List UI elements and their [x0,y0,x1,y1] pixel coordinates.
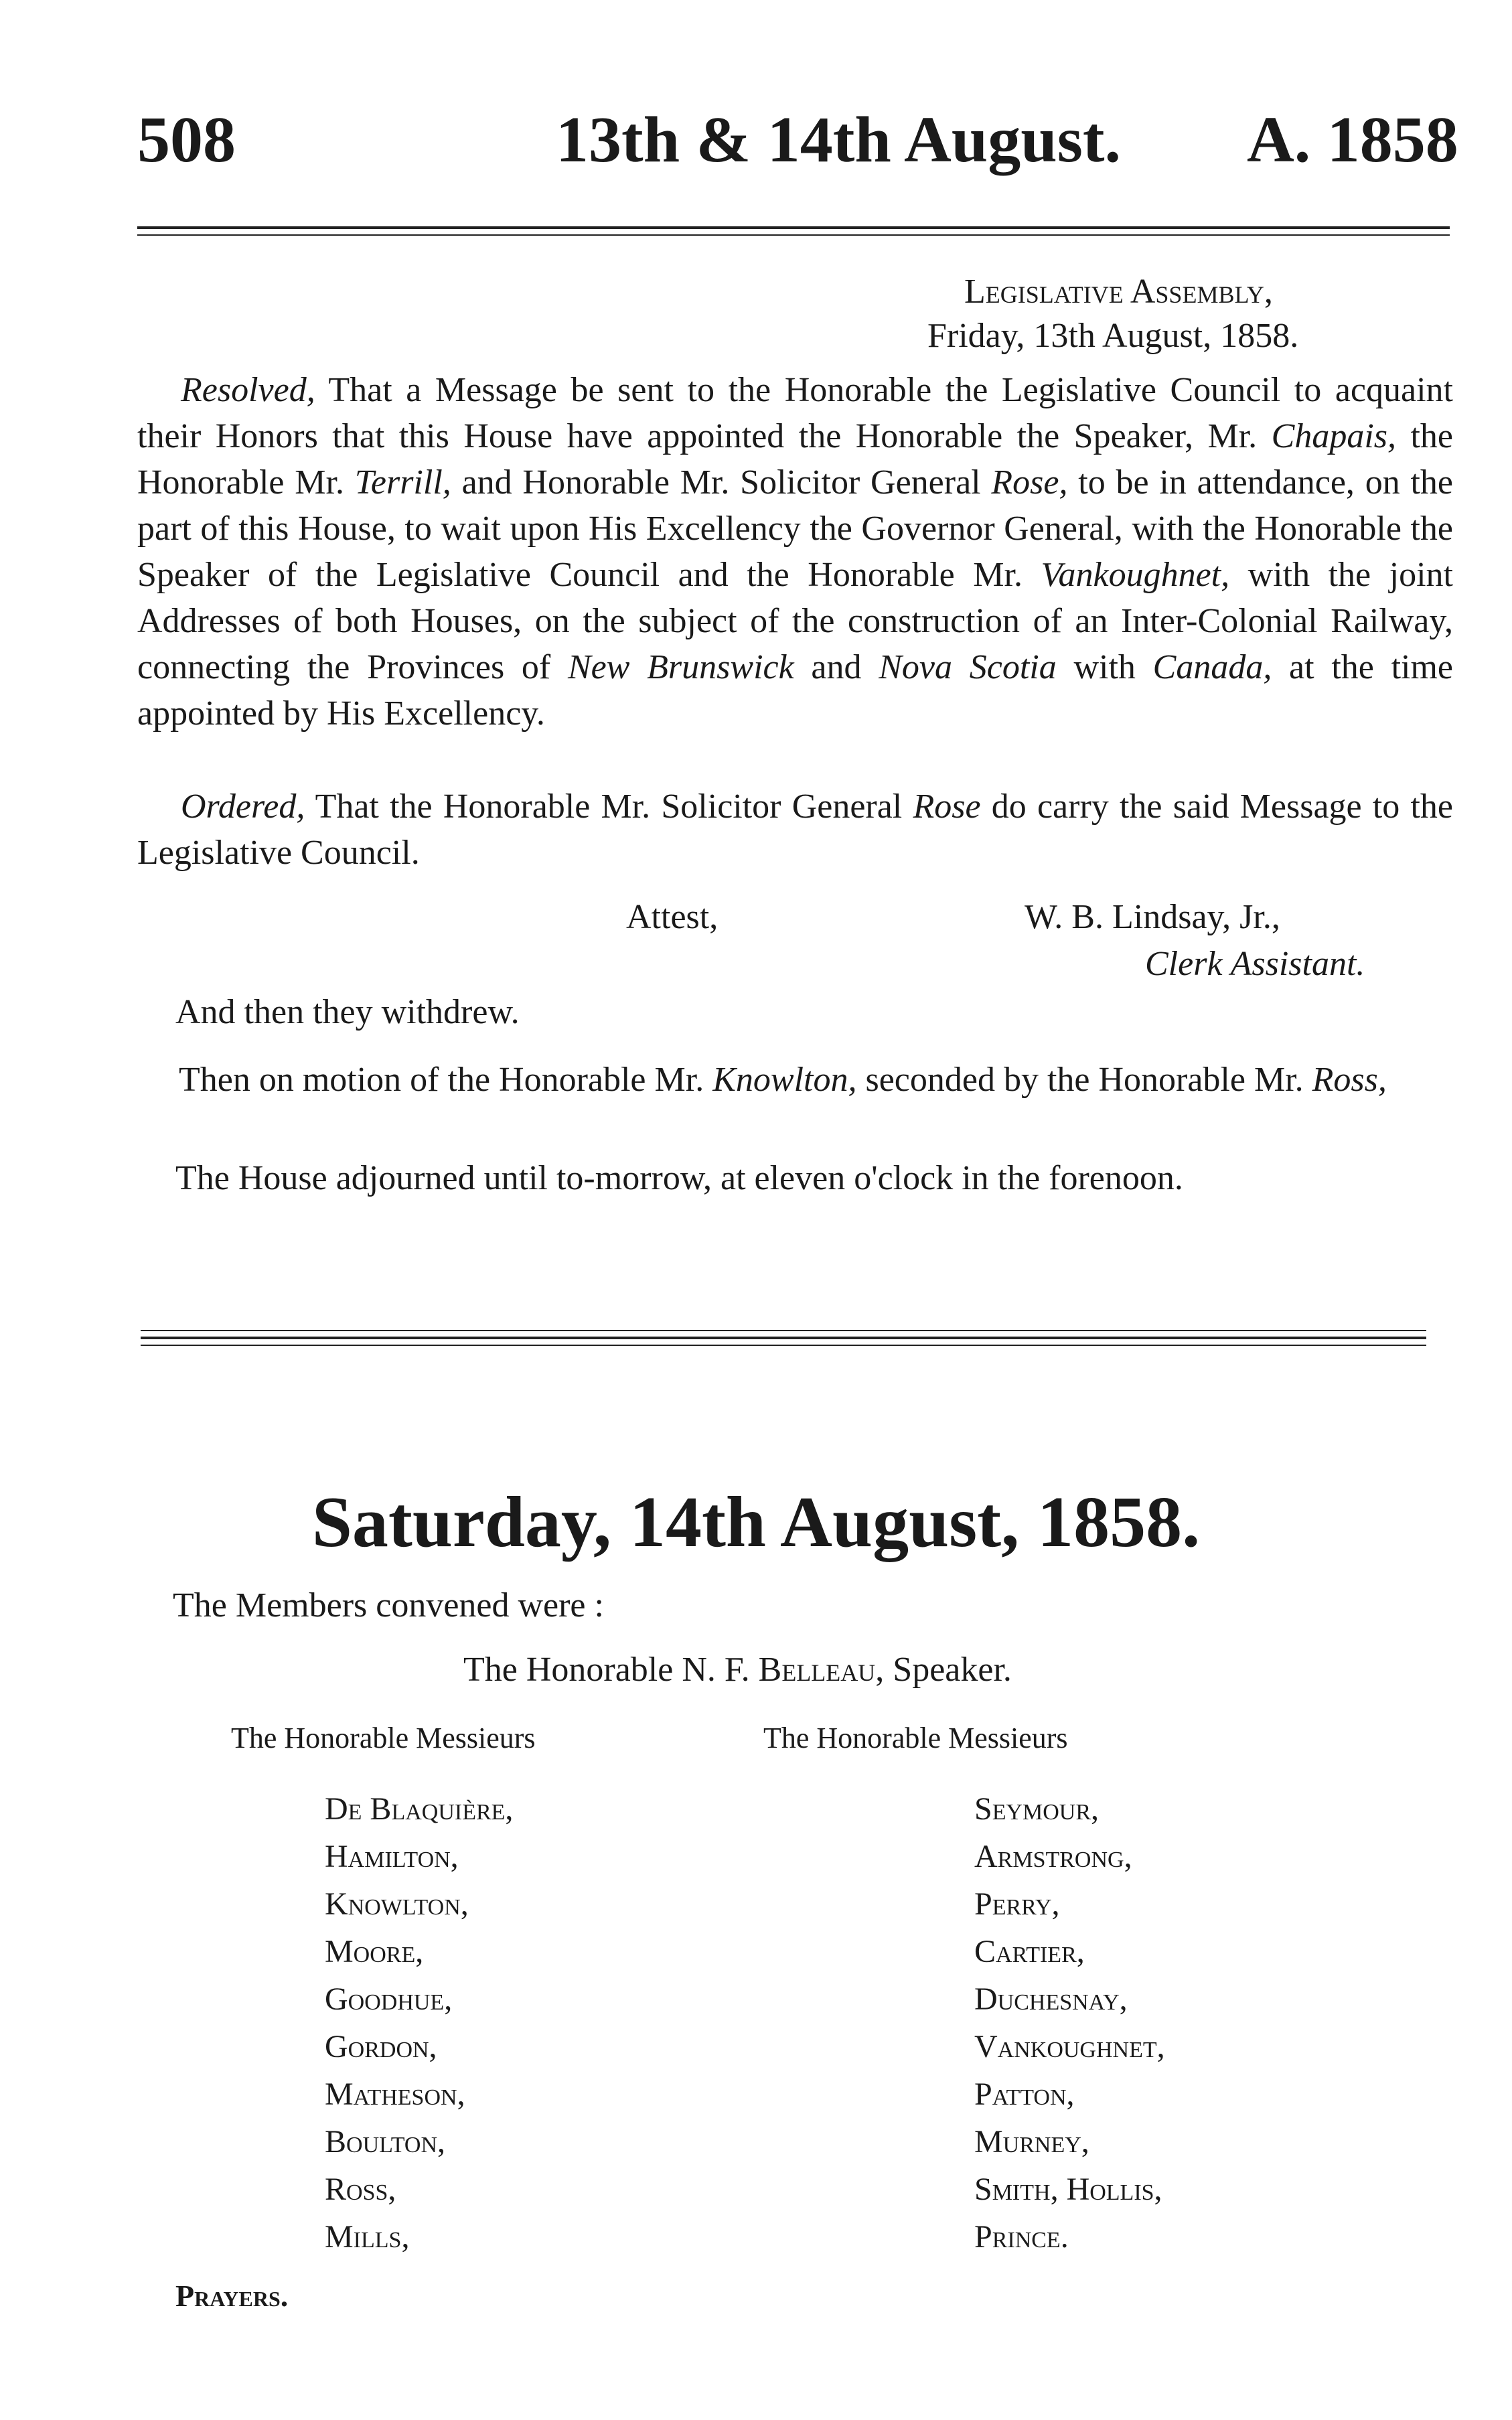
left-member-list [325,1785,513,2261]
member-item: Vankoughnet, [974,2029,1165,2064]
motion-text: seconded by the Honorable Mr. [856,1061,1312,1099]
signer-name [1025,900,1280,935]
ordered-label: Ordered, [181,787,305,826]
speaker-line [463,1653,1012,1687]
province-name: Canada, [1152,648,1272,686]
member-item: Knowlton, [325,1886,469,1922]
withdrew-line: And then they withdrew. [175,993,520,1031]
member-item: Perry, [974,1886,1060,1922]
member-item: Prince. [974,2219,1069,2255]
signer-text: W. B. Lindsay, Jr., [1025,898,1280,936]
speaker-suffix: Speaker. [884,1651,1012,1689]
member-name: Vankoughnet, [1041,556,1230,594]
member-item: Goodhue, [325,1981,453,2017]
resolved-label: Resolved, [181,371,315,409]
adjourned-line: The House adjourned until to-morrow, at eleven o'clock in the forenoon. [175,1159,1183,1197]
resolved-paragraph [137,367,1453,737]
left-column-heading: The Honorable Messieurs [231,1722,536,1754]
ordered-paragraph [137,783,1453,876]
page-number: 508 [137,104,236,176]
session-date: Friday, 13th August, 1858. [927,317,1299,355]
member-item: Seymour, [974,1791,1100,1827]
member-name: Chapais, [1271,417,1397,455]
right-member-list [974,1785,1165,2261]
section-rule-bottom [141,1345,1426,1346]
motion-paragraph [137,1057,1453,1103]
member-item: Patton, [974,2076,1075,2112]
resolved-text: the Honorable Mr. [137,417,1453,502]
member-name: Ross, [1312,1061,1387,1099]
member-item: Cartier, [974,1934,1085,1969]
member-item: Boulton, [325,2124,446,2160]
member-item: Murney, [974,2124,1089,2160]
speaker-name: Belleau, [758,1651,885,1689]
member-item: Matheson, [325,2076,465,2112]
members-intro: The Members convened were : [173,1586,604,1624]
member-item: Duchesnay, [974,1981,1128,2017]
member-item: Gordon, [325,2029,437,2064]
resolved-text: That a Message be sent to the Honorable the Legislative Council to acquaint their Honors that this House have appointed the Honorable the Speaker, Mr. [137,371,1453,455]
header-rule-top [137,226,1450,229]
province-name: New Brunswick [567,648,794,686]
header-year: A. 1858 [1247,104,1458,176]
resolved-text: to be in attendance, on the part of this House, to wait upon His Excellency the Governor General, with the Honorable the Speaker of the Legislative Council and the Honorable Mr. [137,463,1454,594]
prayers-line: Prayers. [175,2279,289,2313]
member-item: De Blaquière, [325,1791,514,1827]
province-name: Nova Scotia [879,648,1057,686]
resolved-text: with the joint Addresses of both Houses, on the subject of the construction of an Inter-Colonial Railway, connecting the Provinces of [137,556,1453,686]
member-item: Mills, [325,2219,410,2255]
header-date: 13th & 14th August. [556,104,1122,176]
speaker-prefix: The Honorable N. F. [463,1651,759,1689]
attest-label: Attest, [626,898,719,936]
member-name: Knowlton, [712,1061,857,1099]
section-rule-middle [141,1337,1426,1339]
member-item: Moore, [325,1934,424,1969]
ordered-text: do carry the said Message to the Legislative Council. [137,787,1453,872]
member-item: Smith, Hollis, [974,2172,1162,2207]
ordered-text: That the Honorable Mr. Solicitor General [305,787,913,826]
member-name: Rose, [991,463,1068,502]
member-item: Hamilton, [325,1839,459,1874]
member-item: Ross, [325,2172,396,2207]
session-place: Legislative Assembly, [964,273,1273,311]
right-column-heading: The Honorable Messieurs [763,1722,1068,1754]
resolved-text: and Honorable Mr. Solicitor General [451,463,992,502]
section-rule-top [141,1330,1426,1331]
signer-title: Clerk Assistant. [1145,945,1365,983]
session-title: Saturday, 14th August, 1858. [311,1483,1201,1562]
member-item: Armstrong, [974,1839,1132,1874]
member-name: Terrill, [354,463,451,502]
resolved-text: at the time appointed by His Excellency. [137,648,1453,733]
resolved-text: with [1056,648,1153,686]
header-rule-bottom [137,234,1450,236]
member-name: Rose [913,787,981,826]
resolved-text: and [793,648,879,686]
motion-text: Then on motion of the Honorable Mr. [179,1061,713,1099]
